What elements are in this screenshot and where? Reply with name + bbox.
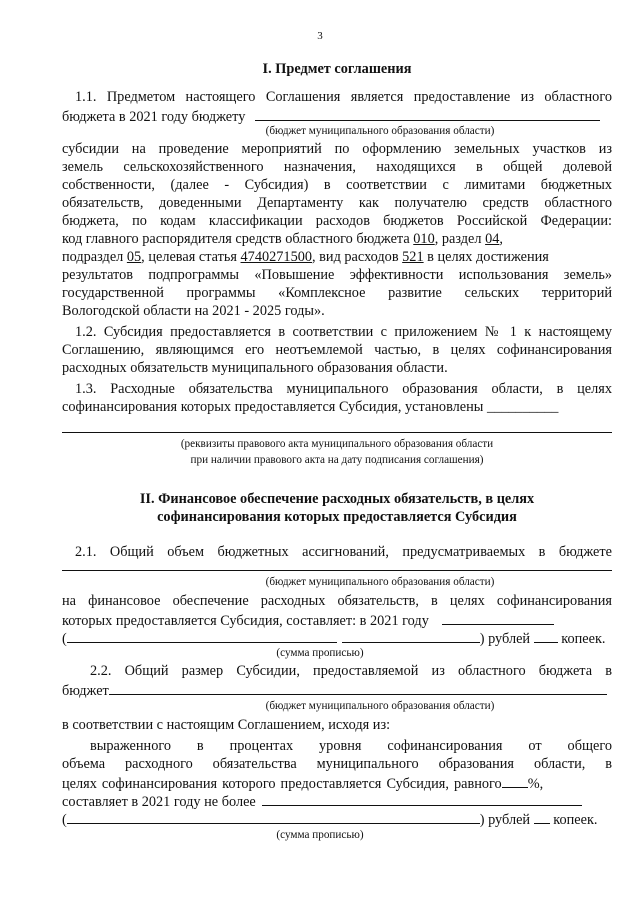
paragraph-2-2-line-6 — [62, 773, 612, 793]
section-2-title-line-2: софинансирования которых предоставляется Субсидия — [157, 509, 517, 525]
paragraph-1-1-line-11: государственной программы «Комплексное развитие сельских территорий — [62, 285, 612, 301]
caption-amount-words-1: (сумма прописью) — [276, 647, 364, 659]
paragraph-2-2-line-1: 2.2. Общий размер Субсидии, предоставляемой из областного бюджета в — [90, 663, 612, 679]
rubles-text: ) рублей — [479, 812, 534, 828]
percent-sign: %, — [527, 776, 544, 792]
kopecks-blank-2[interactable] — [534, 809, 550, 824]
codes-text: код главного распорядителя средств областного бюджета — [62, 231, 414, 247]
code-section: 04 — [485, 231, 500, 247]
paragraph-2-2-line-4: выраженного в процентах уровня софинансирования от общего — [90, 738, 612, 754]
code-expense-type: 521 — [402, 249, 424, 265]
codes-text: , — [499, 231, 503, 247]
paragraph-2-2-line-2 — [62, 680, 612, 700]
caption-budget-1: (бюджет муниципального образования области) — [265, 125, 495, 137]
paren-open: ( — [62, 631, 67, 647]
max-amount-blank[interactable] — [262, 791, 582, 806]
amount-words-blank-1[interactable] — [67, 628, 337, 643]
codes-text: подраздел — [62, 249, 127, 265]
paragraph-1-1-line-4: земель сельскохозяйственного назначения, находящихся в общей долевой — [62, 159, 612, 175]
paragraph-2-2-line-8 — [62, 809, 612, 829]
paragraph-1-2-line-3: расходных обязательств муниципального образования области. — [62, 360, 448, 376]
kopecks-text: копеек. — [549, 812, 598, 828]
max-amount-text: составляет в 2021 году не более — [62, 794, 256, 810]
rubles-text: ) рублей — [479, 631, 534, 647]
max-amount-words-blank[interactable] — [67, 809, 480, 824]
paragraph-1-2-line-2: Соглашению, являющимся его неотъемлемой частью, в целях софинансирования — [62, 342, 612, 358]
amount-prefix-text: которых предоставляется Субсидия, составляет: в 2021 году — [62, 613, 429, 629]
paragraph-2-1-line-5 — [62, 628, 612, 648]
caption-budget-2: (бюджет муниципального образования области) — [265, 576, 495, 588]
budget-prefix-text-2: бюджет — [62, 683, 109, 699]
paragraph-2-1-line-3: на финансовое обеспечение расходных обязательств, в целях софинансирования — [62, 593, 612, 609]
budget-codes-line-1 — [62, 230, 612, 248]
caption-budget-3: (бюджет муниципального образования области) — [265, 700, 495, 712]
paragraph-1-1-line-6: обязательств, доведенными Департаменту как получателю средств областного — [62, 195, 612, 211]
paragraph-2-2-line-5: объема расходного обязательства муниципального образования области, в — [62, 756, 612, 772]
paragraph-1-1-line-10: результатов подпрограммы «Повышение эффективности использования земель» — [62, 267, 612, 283]
paragraph-1-1-line-2 — [62, 106, 612, 126]
codes-text: , раздел — [434, 231, 486, 247]
caption-amount-words-2: (сумма прописью) — [276, 829, 364, 841]
budget-name-blank-line-2[interactable] — [62, 570, 612, 571]
paren-open: ( — [62, 812, 67, 828]
budget-codes-line-2 — [62, 248, 612, 266]
budget-name-blank-3[interactable] — [109, 680, 607, 695]
codes-text: , вид расходов — [312, 249, 403, 265]
kopecks-blank[interactable] — [534, 628, 558, 643]
page-number: 3 — [317, 30, 323, 42]
paragraph-1-1-line-1: 1.1. Предметом настоящего Соглашения является предоставление из областного — [75, 89, 612, 105]
paragraph-2-2-line-7 — [62, 791, 612, 811]
codes-text: , целевая статья — [141, 249, 241, 265]
paragraph-1-1-line-3: субсидии на проведение мероприятий по оформлению земельных участков из — [62, 141, 612, 157]
kopecks-text: копеек. — [557, 631, 606, 647]
paragraph-2-1-line-4 — [62, 610, 612, 630]
legal-act-blank-line[interactable] — [62, 432, 612, 433]
paragraph-2-2-line-3: в соответствии с настоящим Соглашением, исходя из: — [62, 717, 391, 733]
cofinancing-text: целях софинансирования которого предоставляется Субсидия, равного — [62, 776, 502, 792]
cofinancing-percent-blank[interactable] — [502, 773, 528, 788]
code-grbs: 010 — [413, 231, 435, 247]
paragraph-1-2-line-1: 1.2. Субсидия предоставляется в соответствии с приложением № 1 к настоящему — [75, 324, 612, 340]
code-target-article: 4740271500 — [240, 249, 313, 265]
caption-legal-act-2: при наличии правового акта на дату подписания соглашения) — [190, 454, 484, 466]
budget-prefix-text: бюджета в 2021 году бюджету — [62, 109, 246, 125]
paragraph-1-3-line-1: 1.3. Расходные обязательства муниципального образования области, в целях — [75, 381, 612, 397]
paragraph-1-3-line-2: софинансирования которых предоставляется Субсидия, установлены __________ — [62, 399, 559, 415]
caption-legal-act-1: (реквизиты правового акта муниципального образования области — [180, 438, 494, 450]
section-2-title-line-1: II. Финансовое обеспечение расходных обязательств, в целях — [139, 491, 535, 507]
codes-text: в целях достижения — [423, 249, 549, 265]
amount-words-blank-2[interactable] — [342, 628, 480, 643]
budget-name-blank[interactable] — [255, 106, 600, 121]
paragraph-1-1-line-7: бюджета, по кодам классификации расходов бюджетов Российской Федерации: — [62, 213, 612, 229]
section-1-title: I. Предмет соглашения — [262, 61, 412, 77]
amount-figure-blank[interactable] — [442, 610, 554, 625]
code-subsection: 05 — [126, 249, 142, 265]
paragraph-2-1-line-1: 2.1. Общий объем бюджетных ассигнований, предусматриваемых в бюджете — [75, 544, 612, 560]
paragraph-1-1-line-12: Вологодской области на 2021 - 2025 годы». — [62, 303, 325, 319]
paragraph-1-1-line-5: собственности, (далее - Субсидия) в соответствии с лимитами бюджетных — [62, 177, 612, 193]
